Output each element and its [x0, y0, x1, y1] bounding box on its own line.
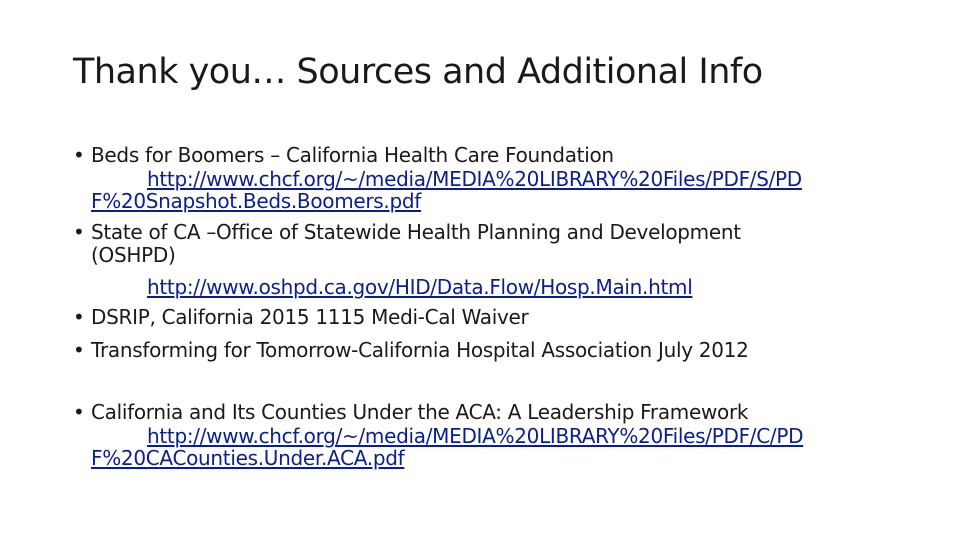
bullet-icon: •: [73, 400, 85, 424]
list-item-aca-counties: California and Its Counties Under the ACA: A Leadership Framework: [91, 400, 749, 424]
link-beds-for-boomers[interactable]: http://www.chcf.org/~/media/MEDIA%20LIBRARY%20Files/PDF/S/PD: [147, 167, 802, 191]
slide-title: Thank you… Sources and Additional Info: [73, 52, 763, 92]
bullet-icon: •: [73, 220, 85, 244]
link-beds-for-boomers-cont[interactable]: F%20Snapshot.Beds.Boomers.pdf: [91, 189, 422, 213]
link-aca-counties-cont[interactable]: F%20CACounties.Under.ACA.pdf: [91, 446, 405, 470]
bullet-icon: •: [73, 338, 85, 362]
bullet-icon: •: [73, 305, 85, 329]
list-item-oshpd-cont: (OSHPD): [91, 243, 176, 267]
list-item-transforming: Transforming for Tomorrow-California Hospital Association July 2012: [91, 338, 749, 362]
list-item-beds-for-boomers: Beds for Boomers – California Health Care Foundation: [91, 143, 614, 167]
link-aca-counties[interactable]: http://www.chcf.org/~/media/MEDIA%20LIBRARY%20Files/PDF/C/PD: [147, 424, 804, 448]
link-oshpd[interactable]: http://www.oshpd.ca.gov/HID/Data.Flow/Hosp.Main.html: [147, 275, 693, 299]
list-item-dsrip: DSRIP, California 2015 1115 Medi-Cal Waiver: [91, 305, 529, 329]
list-item-oshpd: State of CA –Office of Statewide Health Planning and Development: [91, 220, 741, 244]
bullet-icon: •: [73, 143, 85, 167]
